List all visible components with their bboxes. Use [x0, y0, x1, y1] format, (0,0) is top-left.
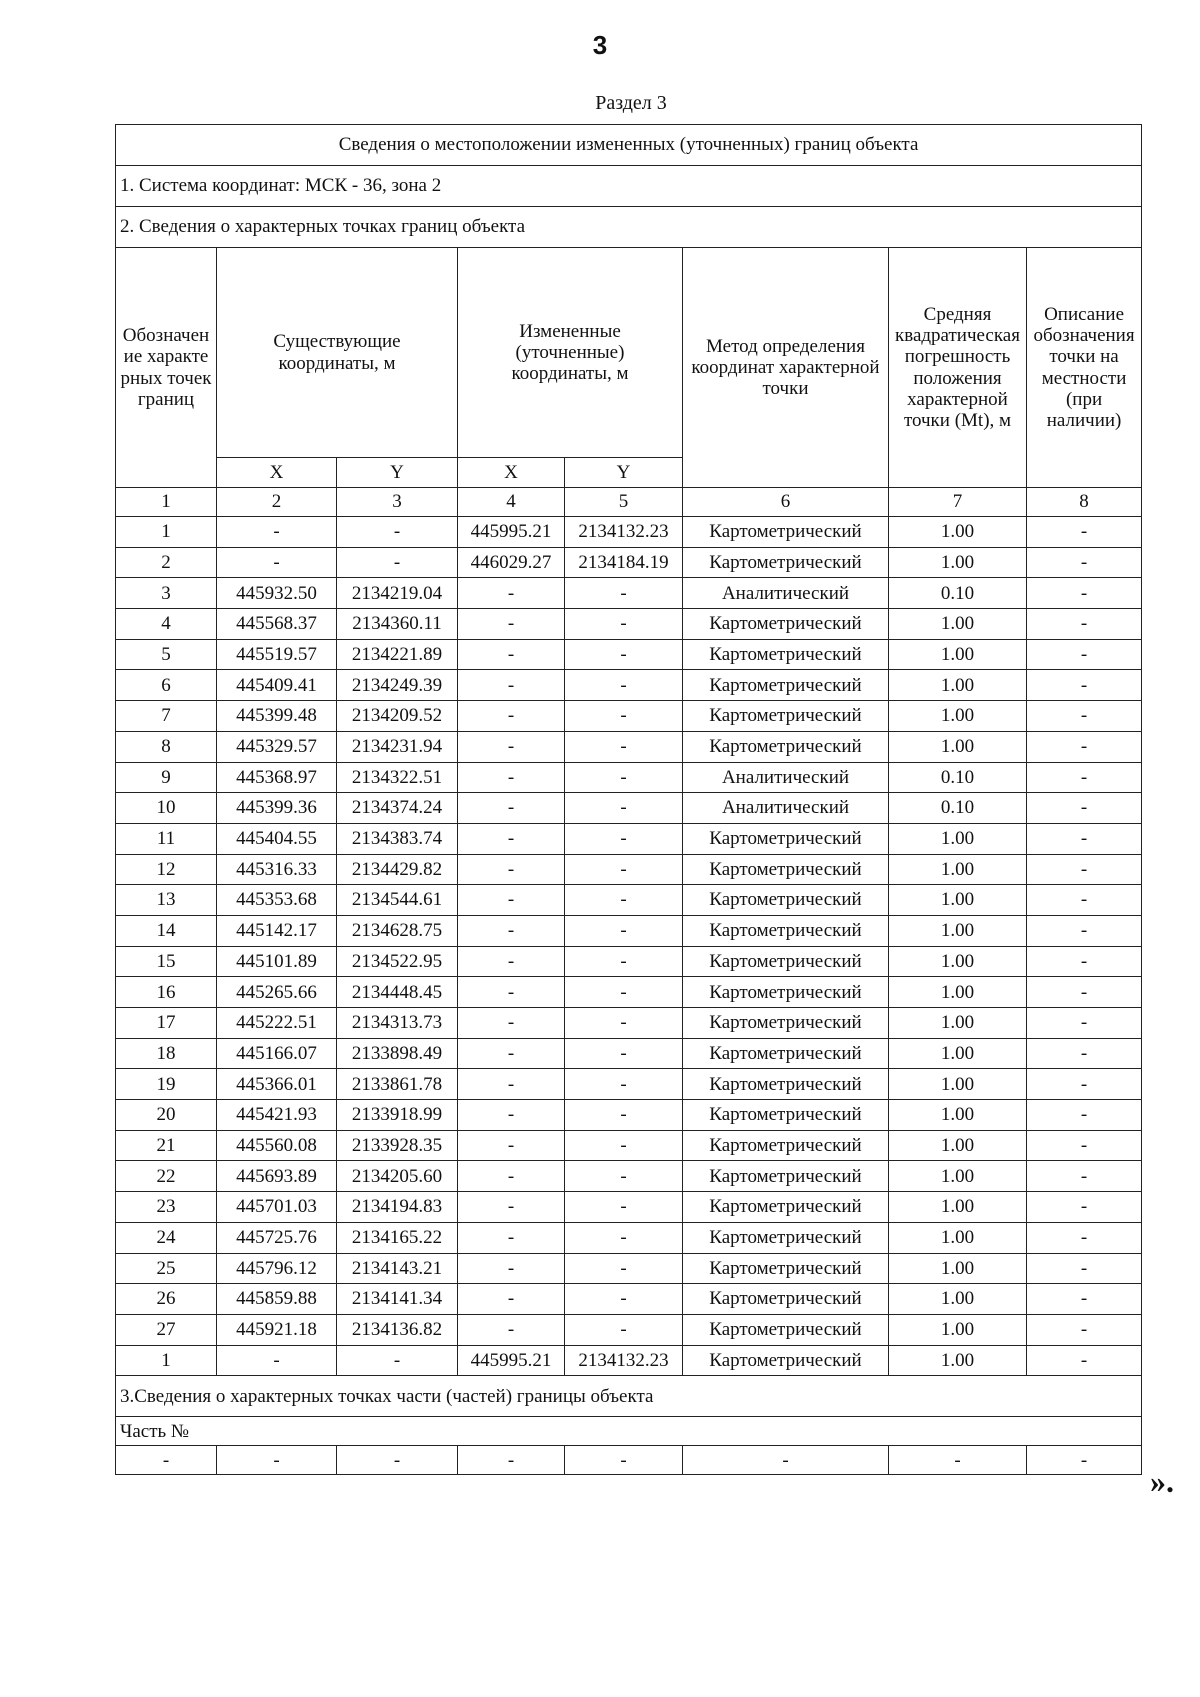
cell-description: -: [1027, 793, 1142, 824]
cell-existing-x: 445409.41: [217, 670, 337, 701]
table-row: [116, 731, 1142, 762]
cell-existing-y: 2133928.35: [337, 1130, 458, 1161]
cell-point-number: 5: [116, 639, 217, 670]
cell-changed-x: -: [458, 885, 565, 916]
cell-method: Картометрический: [683, 1314, 889, 1345]
cell-existing-x: 445519.57: [217, 639, 337, 670]
cell-existing-y: 2134628.75: [337, 915, 458, 946]
cell-point-number: 16: [116, 977, 217, 1008]
column-number: 6: [683, 488, 889, 517]
table-title: Сведения о местоположении измененных (уточненных) границ объекта: [116, 125, 1142, 166]
cell-description: -: [1027, 762, 1142, 793]
header-changed-y: Y: [565, 458, 683, 488]
header-changed-x: X: [458, 458, 565, 488]
cell-point-number: 17: [116, 1008, 217, 1039]
column-number: 8: [1027, 488, 1142, 517]
header-description: Описание обозначения точки на местности (при наличии): [1027, 248, 1142, 488]
cell-mean-error: 1.00: [889, 1284, 1027, 1315]
cell-point-number: 27: [116, 1314, 217, 1345]
cell-changed-x: 445995.21: [458, 517, 565, 548]
cell-description: -: [1027, 977, 1142, 1008]
cell-method: Картометрический: [683, 1284, 889, 1315]
cell-mean-error: 1.00: [889, 547, 1027, 578]
cell-method: Аналитический: [683, 762, 889, 793]
cell-changed-x: -: [458, 1038, 565, 1069]
cell-description: -: [1027, 854, 1142, 885]
cell-point-number: 15: [116, 946, 217, 977]
cell-existing-y: 2134313.73: [337, 1008, 458, 1039]
table-row: [116, 517, 1142, 548]
table-row: [116, 1130, 1142, 1161]
cell-point-number: 11: [116, 823, 217, 854]
cell-changed-x: -: [458, 1008, 565, 1039]
cell-point-number: 1: [116, 1345, 217, 1376]
cell-method: Картометрический: [683, 823, 889, 854]
cell-existing-x: -: [217, 1345, 337, 1376]
cell-existing-y: 2134136.82: [337, 1314, 458, 1345]
cell-mean-error: 1.00: [889, 1345, 1027, 1376]
cell-changed-y: -: [565, 762, 683, 793]
cell-existing-x: 445921.18: [217, 1314, 337, 1345]
cell-changed-y: -: [565, 915, 683, 946]
part-cell: -: [458, 1446, 565, 1475]
cell-existing-x: 445399.48: [217, 701, 337, 732]
cell-description: -: [1027, 1069, 1142, 1100]
cell-point-number: 4: [116, 609, 217, 640]
cell-point-number: 26: [116, 1284, 217, 1315]
cell-point-number: 2: [116, 547, 217, 578]
cell-existing-x: 445368.97: [217, 762, 337, 793]
cell-description: -: [1027, 609, 1142, 640]
table-row: [116, 1345, 1142, 1376]
cell-method: Картометрический: [683, 854, 889, 885]
cell-changed-y: -: [565, 977, 683, 1008]
table-row: [116, 885, 1142, 916]
column-number: 2: [217, 488, 337, 517]
cell-changed-x: -: [458, 915, 565, 946]
cell-description: -: [1027, 1192, 1142, 1223]
part-cell: -: [889, 1446, 1027, 1475]
boundary-points-table: [115, 124, 1142, 1475]
cell-mean-error: 1.00: [889, 915, 1027, 946]
table-row: [116, 1038, 1142, 1069]
cell-changed-y: -: [565, 1008, 683, 1039]
cell-method: Картометрический: [683, 1100, 889, 1131]
cell-point-number: 19: [116, 1069, 217, 1100]
cell-existing-x: 445166.07: [217, 1038, 337, 1069]
cell-description: -: [1027, 1100, 1142, 1131]
cell-changed-y: -: [565, 639, 683, 670]
cell-existing-y: -: [337, 1345, 458, 1376]
cell-description: -: [1027, 639, 1142, 670]
cell-existing-x: 445101.89: [217, 946, 337, 977]
cell-changed-x: -: [458, 639, 565, 670]
cell-changed-y: -: [565, 731, 683, 762]
cell-existing-y: 2134141.34: [337, 1284, 458, 1315]
header-point-designation: Обозначение характерных точек границ: [116, 248, 217, 488]
cell-changed-x: -: [458, 1253, 565, 1284]
cell-description: -: [1027, 1345, 1142, 1376]
cell-changed-x: -: [458, 609, 565, 640]
table-row: [116, 578, 1142, 609]
cell-existing-y: 2134448.45: [337, 977, 458, 1008]
header-mean-error: Средняя квадратическая погрешность положения характерной точки (Mt), м: [889, 248, 1027, 488]
cell-changed-x: -: [458, 762, 565, 793]
cell-changed-x: -: [458, 823, 565, 854]
cell-existing-y: 2134374.24: [337, 793, 458, 824]
cell-method: Картометрический: [683, 517, 889, 548]
cell-existing-x: 445366.01: [217, 1069, 337, 1100]
cell-existing-y: 2134209.52: [337, 701, 458, 732]
cell-description: -: [1027, 823, 1142, 854]
header-existing-y: Y: [337, 458, 458, 488]
cell-existing-x: 445796.12: [217, 1253, 337, 1284]
coordinate-system: 1. Система координат: МСК - 36, зона 2: [116, 166, 1142, 207]
cell-changed-x: -: [458, 1314, 565, 1345]
table-row: [116, 1253, 1142, 1284]
cell-existing-x: 445404.55: [217, 823, 337, 854]
cell-point-number: 20: [116, 1100, 217, 1131]
cell-method: Аналитический: [683, 578, 889, 609]
cell-mean-error: 1.00: [889, 1038, 1027, 1069]
cell-method: Картометрический: [683, 946, 889, 977]
cell-existing-y: 2134360.11: [337, 609, 458, 640]
table-row: [116, 1314, 1142, 1345]
cell-changed-y: -: [565, 1314, 683, 1345]
cell-mean-error: 1.00: [889, 854, 1027, 885]
section-label: Раздел 3: [595, 92, 667, 114]
table-row: [116, 1100, 1142, 1131]
cell-changed-y: -: [565, 1253, 683, 1284]
cell-existing-y: 2133898.49: [337, 1038, 458, 1069]
cell-mean-error: 0.10: [889, 762, 1027, 793]
cell-changed-x: -: [458, 946, 565, 977]
cell-mean-error: 1.00: [889, 1314, 1027, 1345]
cell-point-number: 8: [116, 731, 217, 762]
cell-existing-x: -: [217, 547, 337, 578]
cell-description: -: [1027, 946, 1142, 977]
table-row: [116, 670, 1142, 701]
header-existing-coords: Существующие координаты, м: [217, 248, 458, 458]
cell-existing-y: 2134249.39: [337, 670, 458, 701]
table-row: [116, 1222, 1142, 1253]
cell-mean-error: 1.00: [889, 1222, 1027, 1253]
header-existing-x: X: [217, 458, 337, 488]
cell-point-number: 9: [116, 762, 217, 793]
cell-existing-x: 445399.36: [217, 793, 337, 824]
table-row: [116, 609, 1142, 640]
parts-heading: 3.Сведения о характерных точках части (частей) границы объекта: [116, 1376, 1142, 1417]
cell-changed-x: -: [458, 1222, 565, 1253]
cell-mean-error: 1.00: [889, 1100, 1027, 1131]
cell-mean-error: 0.10: [889, 793, 1027, 824]
cell-changed-x: 446029.27: [458, 547, 565, 578]
part-cell: -: [337, 1446, 458, 1475]
table-row: [116, 701, 1142, 732]
part-cell: -: [1027, 1446, 1142, 1475]
cell-point-number: 22: [116, 1161, 217, 1192]
cell-existing-x: 445222.51: [217, 1008, 337, 1039]
cell-description: -: [1027, 517, 1142, 548]
column-number: 4: [458, 488, 565, 517]
column-number: 3: [337, 488, 458, 517]
cell-description: -: [1027, 578, 1142, 609]
cell-method: Картометрический: [683, 609, 889, 640]
cell-method: Картометрический: [683, 915, 889, 946]
table-row: [116, 1008, 1142, 1039]
cell-method: Картометрический: [683, 885, 889, 916]
cell-method: Картометрический: [683, 731, 889, 762]
table-row: [116, 547, 1142, 578]
cell-description: -: [1027, 1130, 1142, 1161]
cell-changed-y: -: [565, 1222, 683, 1253]
cell-mean-error: 1.00: [889, 977, 1027, 1008]
cell-method: Картометрический: [683, 1130, 889, 1161]
cell-method: Картометрический: [683, 1038, 889, 1069]
cell-existing-x: 445693.89: [217, 1161, 337, 1192]
cell-description: -: [1027, 1222, 1142, 1253]
cell-existing-y: 2134194.83: [337, 1192, 458, 1223]
cell-changed-x: -: [458, 701, 565, 732]
cell-description: -: [1027, 1314, 1142, 1345]
cell-existing-x: -: [217, 517, 337, 548]
cell-changed-x: -: [458, 1130, 565, 1161]
cell-mean-error: 1.00: [889, 1253, 1027, 1284]
header-method: Метод определения координат характерной точки: [683, 248, 889, 488]
table-row: [116, 854, 1142, 885]
part-row: [116, 1446, 1142, 1475]
table-row: [116, 762, 1142, 793]
table-row: [116, 977, 1142, 1008]
cell-changed-y: -: [565, 885, 683, 916]
cell-description: -: [1027, 1253, 1142, 1284]
cell-existing-x: 445353.68: [217, 885, 337, 916]
cell-mean-error: 1.00: [889, 946, 1027, 977]
table-row: [116, 823, 1142, 854]
cell-changed-y: -: [565, 946, 683, 977]
cell-mean-error: 1.00: [889, 1192, 1027, 1223]
cell-mean-error: 1.00: [889, 670, 1027, 701]
cell-changed-x: -: [458, 1069, 565, 1100]
cell-point-number: 14: [116, 915, 217, 946]
cell-changed-y: -: [565, 1069, 683, 1100]
cell-point-number: 25: [116, 1253, 217, 1284]
cell-changed-y: -: [565, 1284, 683, 1315]
cell-point-number: 13: [116, 885, 217, 916]
cell-point-number: 1: [116, 517, 217, 548]
cell-mean-error: 1.00: [889, 639, 1027, 670]
column-number: 1: [116, 488, 217, 517]
part-cell: -: [683, 1446, 889, 1475]
table-row: [116, 1192, 1142, 1223]
cell-changed-y: -: [565, 793, 683, 824]
cell-method: Аналитический: [683, 793, 889, 824]
cell-changed-y: -: [565, 609, 683, 640]
cell-method: Картометрический: [683, 1161, 889, 1192]
cell-existing-y: 2134544.61: [337, 885, 458, 916]
column-number: 7: [889, 488, 1027, 517]
table-row: [116, 639, 1142, 670]
table-row: [116, 1069, 1142, 1100]
cell-method: Картометрический: [683, 1192, 889, 1223]
cell-changed-x: -: [458, 1161, 565, 1192]
cell-existing-y: 2134205.60: [337, 1161, 458, 1192]
cell-existing-x: 445725.76: [217, 1222, 337, 1253]
cell-point-number: 18: [116, 1038, 217, 1069]
cell-changed-y: 2134184.19: [565, 547, 683, 578]
cell-existing-x: 445316.33: [217, 854, 337, 885]
cell-point-number: 6: [116, 670, 217, 701]
closing-quote: ».: [1150, 1463, 1174, 1499]
part-cell: -: [565, 1446, 683, 1475]
cell-changed-x: -: [458, 1284, 565, 1315]
cell-existing-y: 2134219.04: [337, 578, 458, 609]
cell-method: Картометрический: [683, 1345, 889, 1376]
cell-mean-error: 1.00: [889, 885, 1027, 916]
cell-method: Картометрический: [683, 547, 889, 578]
points-heading: 2. Сведения о характерных точках границ объекта: [116, 207, 1142, 248]
cell-point-number: 10: [116, 793, 217, 824]
cell-changed-y: -: [565, 1130, 683, 1161]
cell-existing-y: 2133861.78: [337, 1069, 458, 1100]
cell-existing-y: 2133918.99: [337, 1100, 458, 1131]
cell-existing-x: 445701.03: [217, 1192, 337, 1223]
cell-description: -: [1027, 885, 1142, 916]
cell-existing-y: 2134231.94: [337, 731, 458, 762]
cell-changed-y: -: [565, 1038, 683, 1069]
part-cell: -: [217, 1446, 337, 1475]
cell-mean-error: 1.00: [889, 731, 1027, 762]
cell-method: Картометрический: [683, 1008, 889, 1039]
cell-mean-error: 1.00: [889, 1069, 1027, 1100]
cell-point-number: 3: [116, 578, 217, 609]
cell-changed-x: 445995.21: [458, 1345, 565, 1376]
cell-changed-y: -: [565, 701, 683, 732]
cell-changed-x: -: [458, 854, 565, 885]
cell-changed-x: -: [458, 977, 565, 1008]
cell-existing-x: 445142.17: [217, 915, 337, 946]
cell-changed-x: -: [458, 1100, 565, 1131]
table-row: [116, 793, 1142, 824]
cell-mean-error: 1.00: [889, 823, 1027, 854]
table-row: [116, 946, 1142, 977]
cell-changed-x: -: [458, 670, 565, 701]
page-number: 3: [592, 30, 608, 60]
cell-description: -: [1027, 670, 1142, 701]
cell-existing-x: 445560.08: [217, 1130, 337, 1161]
cell-existing-x: 445932.50: [217, 578, 337, 609]
cell-changed-y: 2134132.23: [565, 1345, 683, 1376]
cell-description: -: [1027, 1161, 1142, 1192]
cell-changed-y: 2134132.23: [565, 517, 683, 548]
part-cell: -: [116, 1446, 217, 1475]
cell-existing-x: 445329.57: [217, 731, 337, 762]
cell-existing-y: 2134383.74: [337, 823, 458, 854]
header-changed-coords: Измененные (уточненные) координаты, м: [458, 248, 683, 458]
part-label: Часть №: [116, 1417, 1142, 1446]
cell-changed-y: -: [565, 670, 683, 701]
cell-mean-error: 1.00: [889, 1008, 1027, 1039]
cell-existing-x: 445265.66: [217, 977, 337, 1008]
cell-existing-x: 445859.88: [217, 1284, 337, 1315]
cell-point-number: 24: [116, 1222, 217, 1253]
cell-changed-y: -: [565, 578, 683, 609]
cell-point-number: 23: [116, 1192, 217, 1223]
column-number-row: [116, 488, 1142, 517]
cell-mean-error: 1.00: [889, 517, 1027, 548]
cell-mean-error: 1.00: [889, 1161, 1027, 1192]
cell-changed-x: -: [458, 731, 565, 762]
cell-method: Картометрический: [683, 1253, 889, 1284]
cell-mean-error: 1.00: [889, 701, 1027, 732]
cell-changed-x: -: [458, 578, 565, 609]
cell-description: -: [1027, 1038, 1142, 1069]
column-number: 5: [565, 488, 683, 517]
cell-changed-y: -: [565, 854, 683, 885]
table-row: [116, 1284, 1142, 1315]
table-row: [116, 1161, 1142, 1192]
table-row: [116, 915, 1142, 946]
cell-method: Картометрический: [683, 639, 889, 670]
cell-existing-y: -: [337, 547, 458, 578]
cell-method: Картометрический: [683, 701, 889, 732]
cell-mean-error: 1.00: [889, 1130, 1027, 1161]
cell-method: Картометрический: [683, 1069, 889, 1100]
cell-point-number: 12: [116, 854, 217, 885]
cell-description: -: [1027, 1284, 1142, 1315]
cell-mean-error: 0.10: [889, 578, 1027, 609]
cell-existing-y: 2134143.21: [337, 1253, 458, 1284]
cell-existing-y: 2134522.95: [337, 946, 458, 977]
cell-method: Картометрический: [683, 670, 889, 701]
cell-changed-x: -: [458, 1192, 565, 1223]
cell-changed-x: -: [458, 793, 565, 824]
cell-existing-y: 2134322.51: [337, 762, 458, 793]
cell-mean-error: 1.00: [889, 609, 1027, 640]
cell-method: Картометрический: [683, 1222, 889, 1253]
cell-existing-y: -: [337, 517, 458, 548]
cell-point-number: 21: [116, 1130, 217, 1161]
cell-existing-x: 445421.93: [217, 1100, 337, 1131]
cell-existing-y: 2134221.89: [337, 639, 458, 670]
cell-changed-y: -: [565, 1161, 683, 1192]
cell-description: -: [1027, 1008, 1142, 1039]
cell-description: -: [1027, 915, 1142, 946]
cell-description: -: [1027, 547, 1142, 578]
cell-description: -: [1027, 701, 1142, 732]
cell-changed-y: -: [565, 823, 683, 854]
cell-changed-y: -: [565, 1100, 683, 1131]
cell-existing-x: 445568.37: [217, 609, 337, 640]
cell-existing-y: 2134429.82: [337, 854, 458, 885]
cell-existing-y: 2134165.22: [337, 1222, 458, 1253]
cell-changed-y: -: [565, 1192, 683, 1223]
cell-point-number: 7: [116, 701, 217, 732]
cell-method: Картометрический: [683, 977, 889, 1008]
cell-description: -: [1027, 731, 1142, 762]
